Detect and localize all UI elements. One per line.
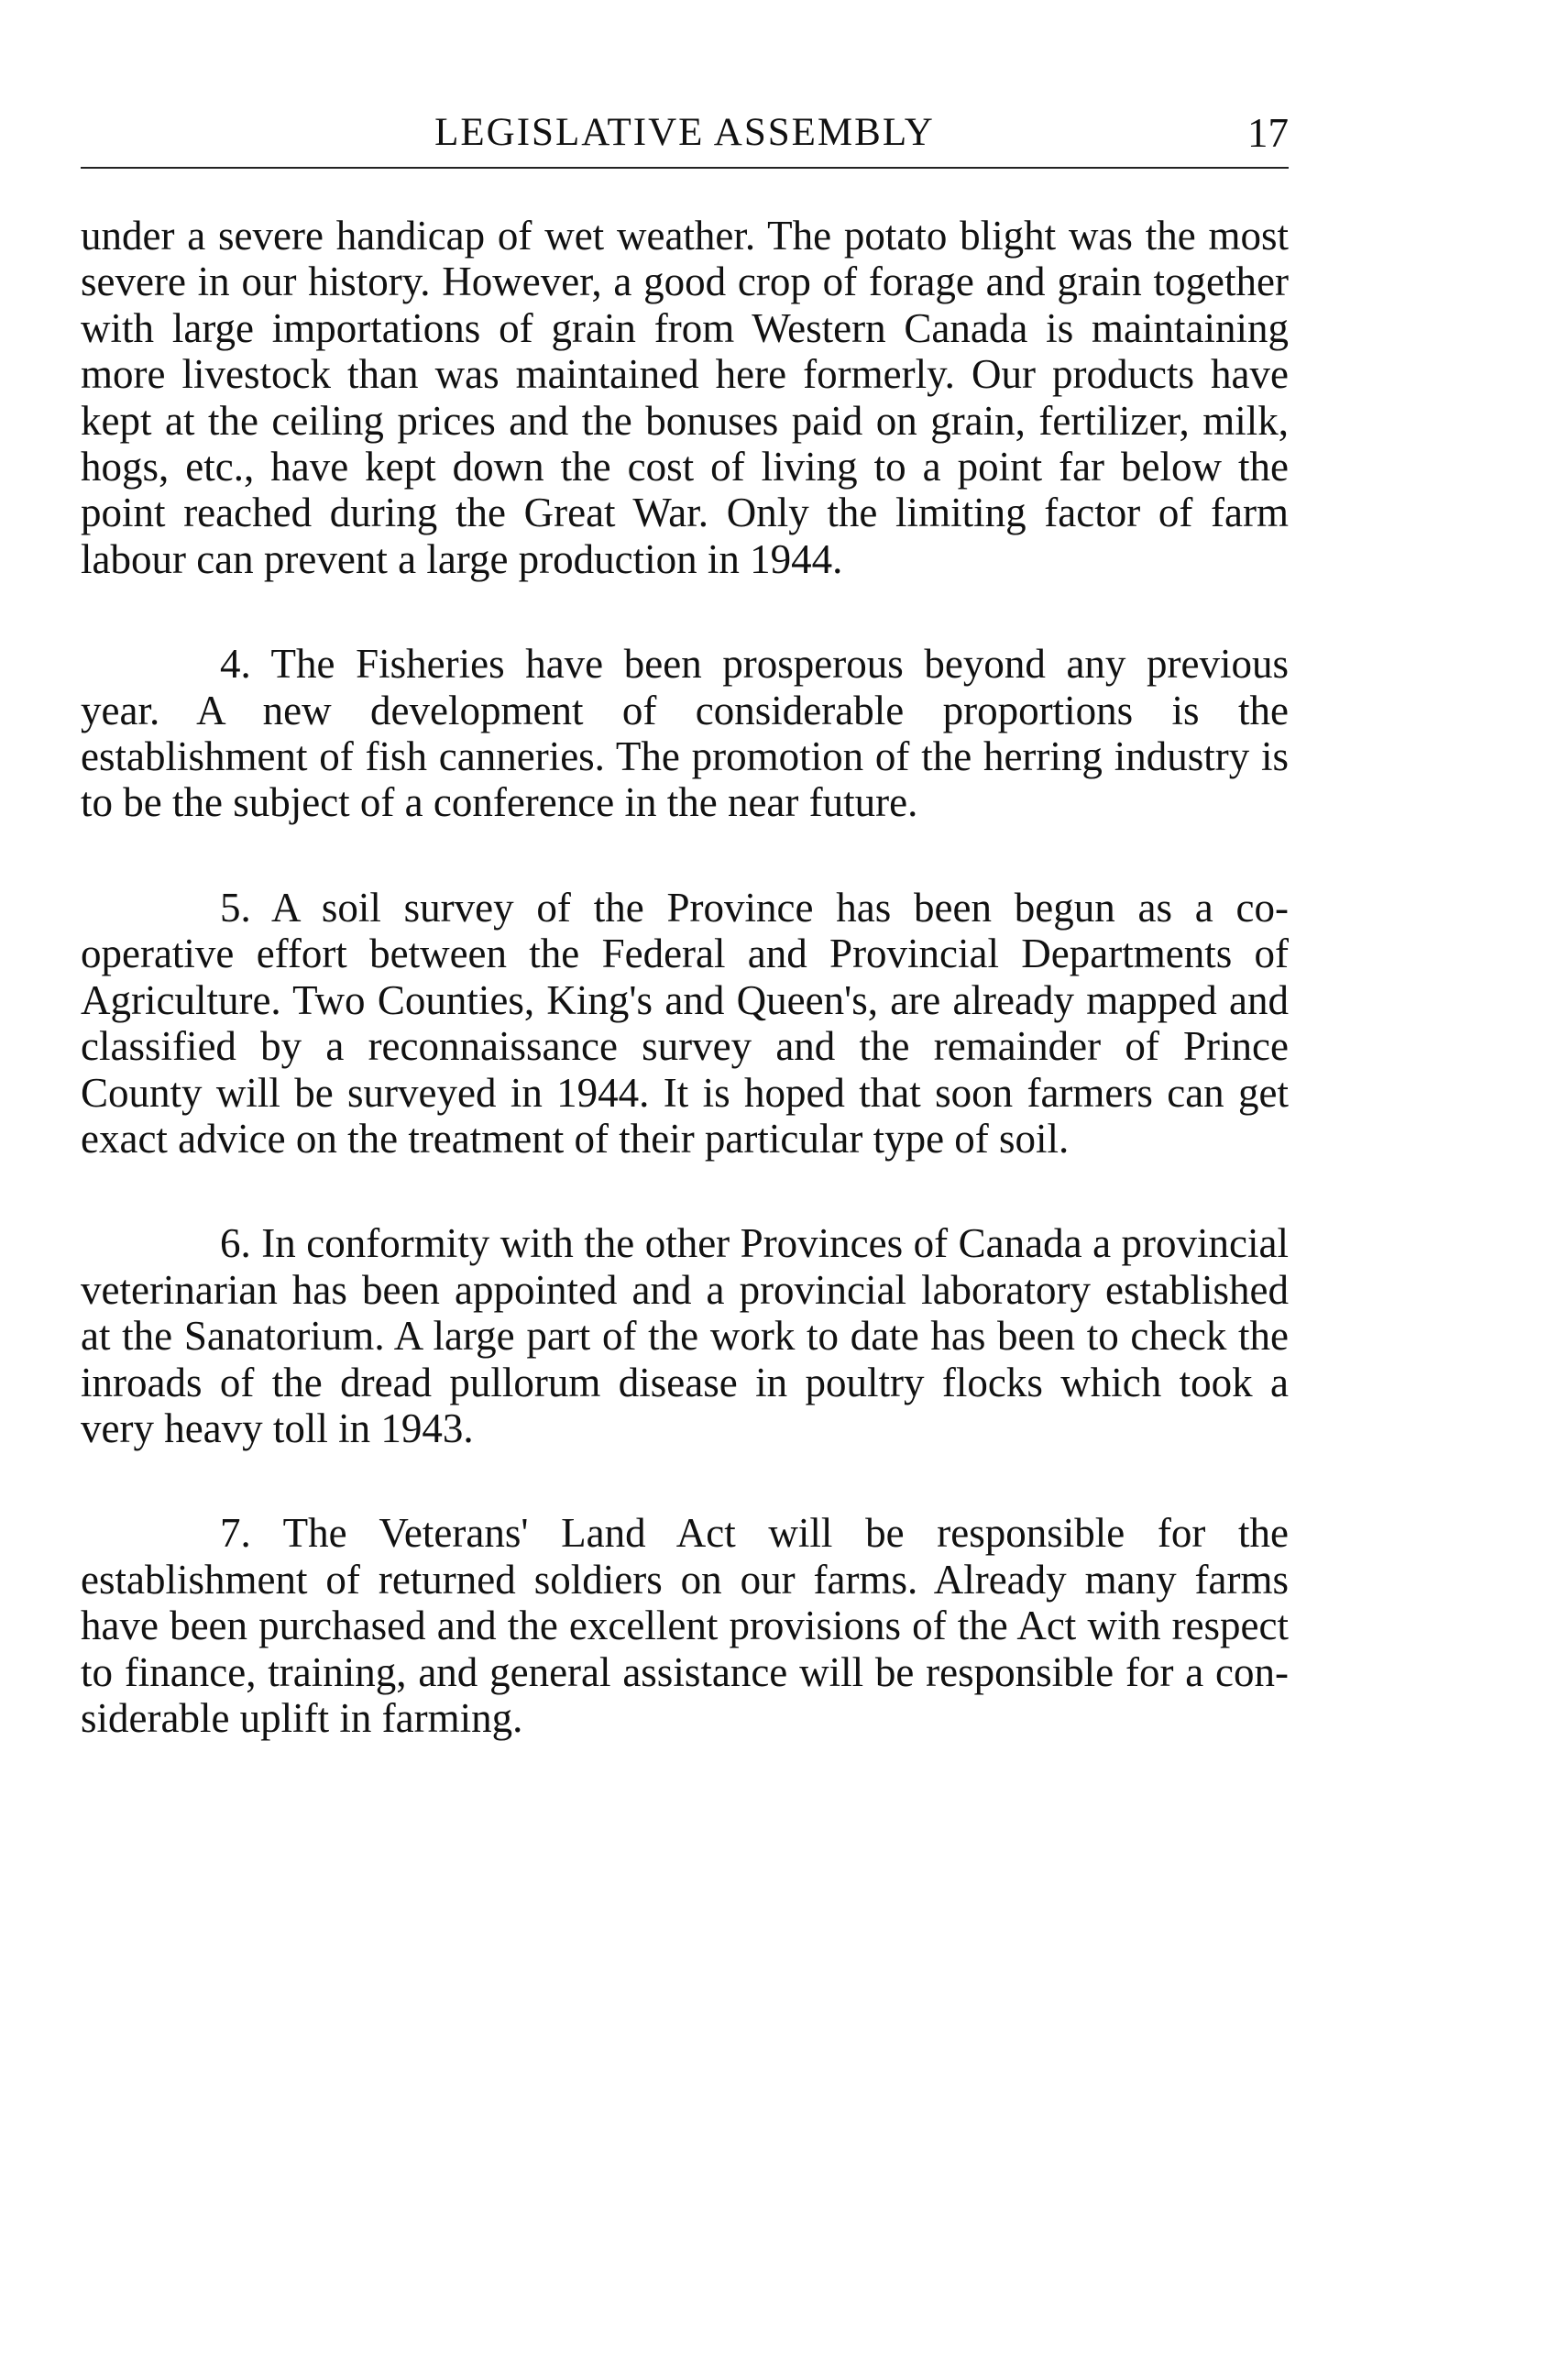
paragraph-veterans-land-act: 7. The Veterans' Land Act will be responsible for the establishment of returned soldiers on our farms. Already many farms have been purchased and the excellent provisions of the Act with respect to finance, training, and general assistance will be responsible for a considerable uplift in farming. <box>81 1510 1289 1741</box>
header-rule <box>81 167 1289 169</box>
paragraph-soil-survey: 5. A soil survey of the Province has been begun as a co-operative effort between the Federal and Provincial Departments of Agriculture. Two Counties, King's and Queen's, are already mapped and classified by a reconnaissance survey and the remainder of Prince County will be surveyed in 1944. It is hoped that soon farmers can get exact advice on the treatment of their particular type of soil. <box>81 884 1289 1162</box>
paragraph-fisheries: 4. The Fisheries have been prosperous beyond any previous year. A new development of considerable proportions is the establishment of fish canneries. The promotion of the herring industry is to be the subject of a conference in the near future. <box>81 641 1289 826</box>
page-number: 17 <box>1247 110 1289 156</box>
body-text <box>81 213 1289 1741</box>
running-header <box>81 101 1289 165</box>
paragraph-agriculture-continued: under a severe handicap of wet weather. The potato blight was the most severe in our history. However, a good crop of forage and grain together with large importations of grain from Western Canada is maintaining more livestock than was maintained here formerly. Our products have kept at the ceiling prices and the bonuses paid on grain, fertilizer, milk, hogs, etc., have kept down the cost of living to a point far below the point reached during the Great War. Only the limiting factor of farm labour can prevent a large production in 1944. <box>81 213 1289 582</box>
paragraph-veterinarian: 6. In conformity with the other Provinces of Canada a provincial veterinarian has been appointed and a provincial laboratory established at the Sanatorium. A large part of the work to date has been to check the inroads of the dread pullorum disease in poultry flocks which took a very heavy toll in 1943. <box>81 1220 1289 1451</box>
running-title: LEGISLATIVE ASSEMBLY <box>434 111 935 154</box>
